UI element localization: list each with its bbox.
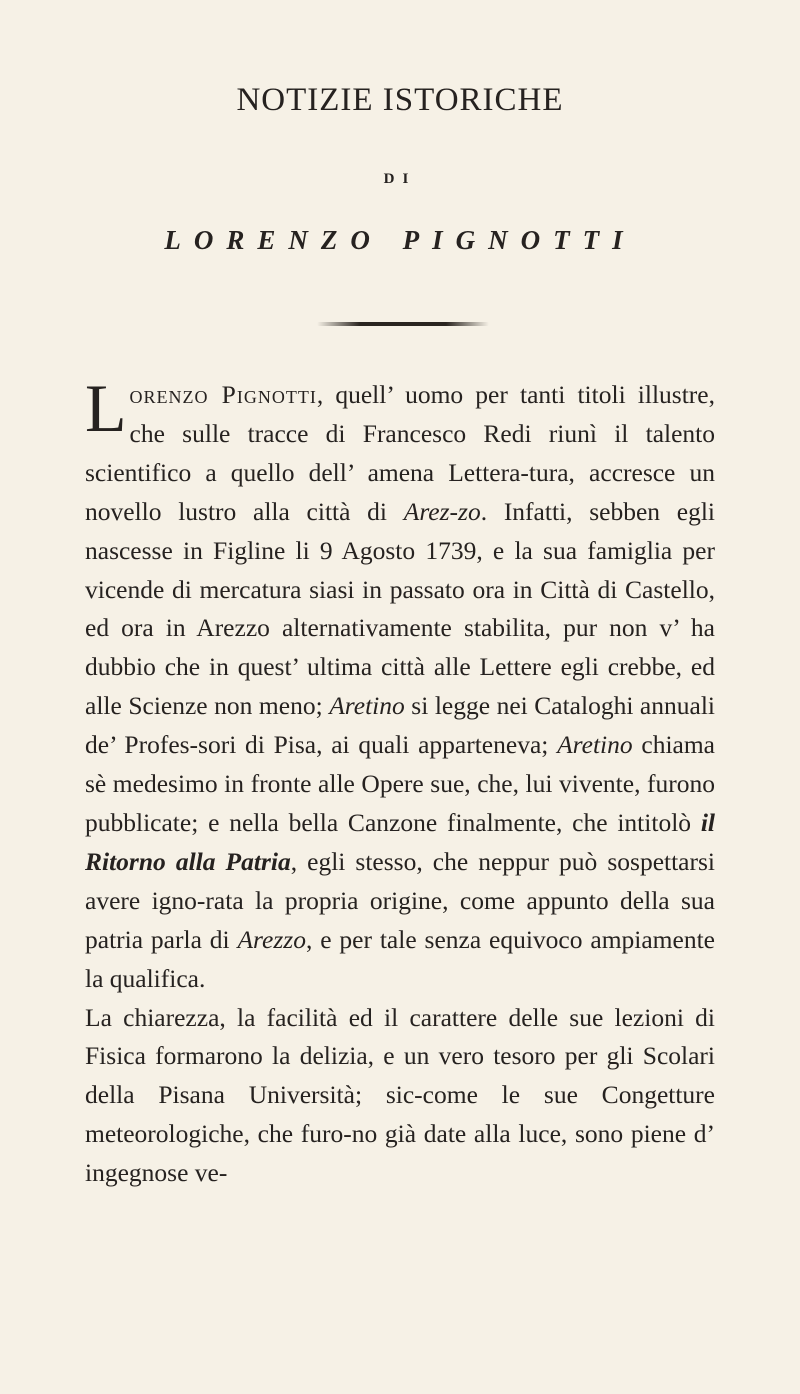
epithet: Aretino (557, 730, 633, 760)
text-run: , quell’ uomo per tanti titoli illustre, che sulle tracce di Francesco Redi riunì il talento scientifico a quello dell’ amena Lettera-tura, accresce un novello lustro alla città di (85, 380, 715, 526)
text-run: , egli stesso, che neppur può sospettarsi avere igno-rata la propria origine, come appunto della sua patria parla di (85, 846, 715, 954)
poem-title: il Ritorno alla Patria (85, 807, 715, 876)
epithet: Aretino (329, 691, 405, 721)
text-run: chiama sè medesimo in fronte alle Opere sue, che, lui vivente, furono pubblicate; e nella bella Canzone finalmente, che intitolò (85, 730, 716, 837)
place-name: Arezzo (237, 924, 306, 954)
page-title: NOTIZIE ISTORICHE (236, 82, 564, 118)
decorative-rule (317, 322, 489, 326)
text-run: si legge nei Cataloghi annuali de’ Profes-sori di Pisa, ai quali apparteneva; (85, 691, 715, 760)
text-run: . Infatti, sebben egli nascesse in Figline li 9 Agosto 1739, e la sua famiglia per vicende di mercatura siasi in passato ora in Città di Castello, ed ora in Arezzo alternativamente stabilita, pur non v’ ha dubbio che in quest’ ultima città alle Lettere egli crebbe, ed alle Scienze non meno; (85, 496, 716, 721)
paragraph-2: La chiarezza, la facilità ed il carattere delle sue lezioni di Fisica formarono la delizia, e un vero tesoro per gli Scolari della Pisana Università; sic-come le sue Congetture meteorologiche, che furo-no già date alla luce, sono piene d’ ingegnose ve- (85, 1002, 715, 1188)
drop-cap: L (85, 370, 127, 446)
author-name: LORENZO PIGNOTTI (164, 225, 636, 255)
body-text (85, 370, 716, 1193)
author-name-inline: orenzo Pignotti (129, 380, 317, 409)
place-name: Arez-zo (403, 496, 481, 526)
title-connector: DI (383, 171, 417, 187)
text-run: , e per tale senza equivoco ampiamente la qualifica. (85, 924, 715, 993)
